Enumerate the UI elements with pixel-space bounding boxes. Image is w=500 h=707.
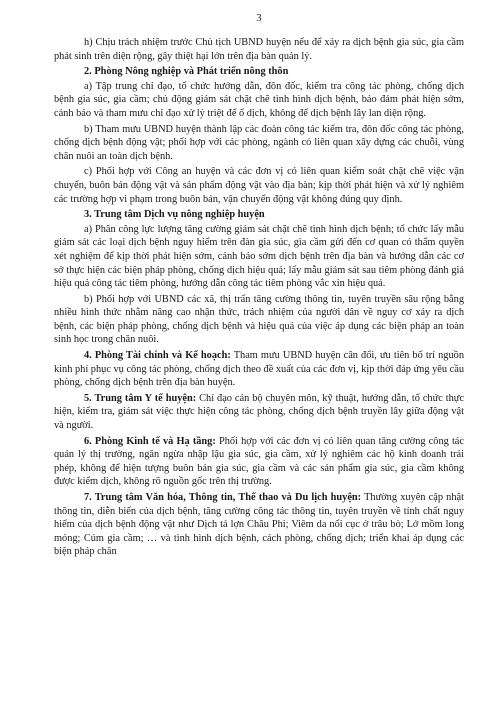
section-heading-7: 7. Trung tâm Văn hóa, Thông tin, Thể thao và Du lịch huyện: [84, 492, 362, 503]
section-5 [54, 392, 464, 433]
section-heading-3: 3. Trung tâm Dịch vụ nông nghiệp huyện [84, 209, 265, 221]
section-7-text: Thường xuyên cập nhật thông tin, diễn biến của dịch bệnh, tăng cường công tác thông tin, tuyên truyền về tính chất nguy hiểm của dịch bệnh động vật như Dịch tả lợn Châu Phi; Viêm da nổi cục ở trâu bò; Lở mồm long móng; Cúm gia cầm; … và tình hình dịch bệnh, cách phòng, chống dịch; triển khai áp dụng các biện pháp chăn [54, 492, 464, 558]
paragraph-2c: c) Phối hợp với Công an huyện và các đơn vị có liên quan kiểm soát chặt chẽ việc vận chuyển, buôn bán động vật và sản phẩm động vật vào địa bàn; kịp thời phát hiện và xử lý nghiêm các trường hợp vi phạm trong buôn bán, vận chuyển động vật không đúng quy định. [54, 166, 464, 205]
section-heading-2: 2. Phòng Nông nghiệp và Phát triển nông thôn [84, 66, 289, 78]
section-7 [54, 491, 464, 559]
section-4-text: Tham mưu UBND huyện cân đối, ưu tiên bố trí nguồn kinh phí phục vụ công tác phòng, chống dịch theo đề xuất của các đơn vị, kịp thời đáp ứng yêu cầu phòng, chống dịch bệnh trên địa bàn huyện. [54, 350, 464, 389]
paragraph-3a: a) Phân công lực lượng tăng cường giám sát chặt chẽ tình hình dịch bệnh; tổ chức lấy mẫu giám sát các loại dịch bệnh nguy hiểm trên đàn gia súc, gia cầm gửi đến cơ quan có thẩm quyền xét nghiệm để kịp thời phát hiện sớm, cảnh báo sớm dịch bệnh trên địa bàn và hướng dẫn các cơ sở thực hiện các biện pháp phòng, chống dịch hiệu quả; lấy mẫu giám sát sau tiêm phòng đánh giá hiệu quả công tác tiêm phòng, hướng dẫn công tác tiêm phòng vắc xin hiệu quả. [54, 223, 464, 290]
paragraph-2b: b) Tham mưu UBND huyện thành lập các đoàn công tác kiểm tra, đôn đốc công tác phòng, chống dịch bệnh động vật; phối hợp với các phòng, ngành có liên quan xây dựng các chuỗi, vùng chăn nuôi an toàn dịch bệnh. [54, 123, 464, 162]
page-number: 3 [256, 13, 262, 24]
paragraph-h: h) Chịu trách nhiệm trước Chủ tịch UBND huyện nếu để xảy ra dịch bệnh gia súc, gia cầm phát sinh trên diện rộng, gây thiệt hại lớn trên địa bàn quản lý. [54, 37, 464, 62]
section-heading-5: 5. Trung tâm Y tế huyện: [84, 392, 197, 404]
section-heading-6: 6. Phòng Kinh tế và Hạ tầng: [84, 435, 216, 447]
section-4 [54, 349, 464, 390]
section-heading-4: 4. Phòng Tài chính và Kế hoạch: [84, 350, 231, 362]
paragraph-2a: a) Tập trung chỉ đạo, tổ chức hướng dẫn, đôn đốc, kiểm tra công tác phòng, chống dịch bệnh gia súc, gia cầm; chủ động giám sát chặt chẽ tình hình dịch bệnh, bảo đảm phát hiện sớm, cảnh báo và tham mưu chỉ đạo xử lý triệt để ổ dịch, không để dịch bệnh lây lan diện rộng. [54, 80, 464, 119]
section-6-text: Phối hợp với các đơn vị có liên quan tăng cường công tác quản lý thị trường, ngăn ngừa nhập lậu gia súc, gia cầm, xử lý nghiêm các hộ kinh doanh trái phép, không để hiện tượng buôn bán gia súc, gia cầm và các sản phẩm gia súc, gia cầm không được kiểm dịch, không rõ nguồn gốc trên thị trường. [54, 435, 464, 488]
section-5-text: Chỉ đạo cán bộ chuyên môn, kỹ thuật, hướng dẫn, tổ chức thực hiện, kiểm tra, giám sát việc thực hiện công tác phòng, chống dịch bệnh truyền lây giữa động vật và người. [54, 392, 464, 432]
paragraph-3b: b) Phối hợp với UBND các xã, thị trấn tăng cường thông tin, tuyên truyền sâu rộng bằng nhiều hình thức nhằm nâng cao nhận thức, trách nhiệm của người dân về nguy cơ xảy ra dịch bệnh, các biện pháp phòng, chống dịch bệnh và hiệu quả của việc áp dụng các biện pháp an toàn sinh học trong chăn nuôi. [54, 293, 464, 346]
section-6 [54, 435, 464, 489]
